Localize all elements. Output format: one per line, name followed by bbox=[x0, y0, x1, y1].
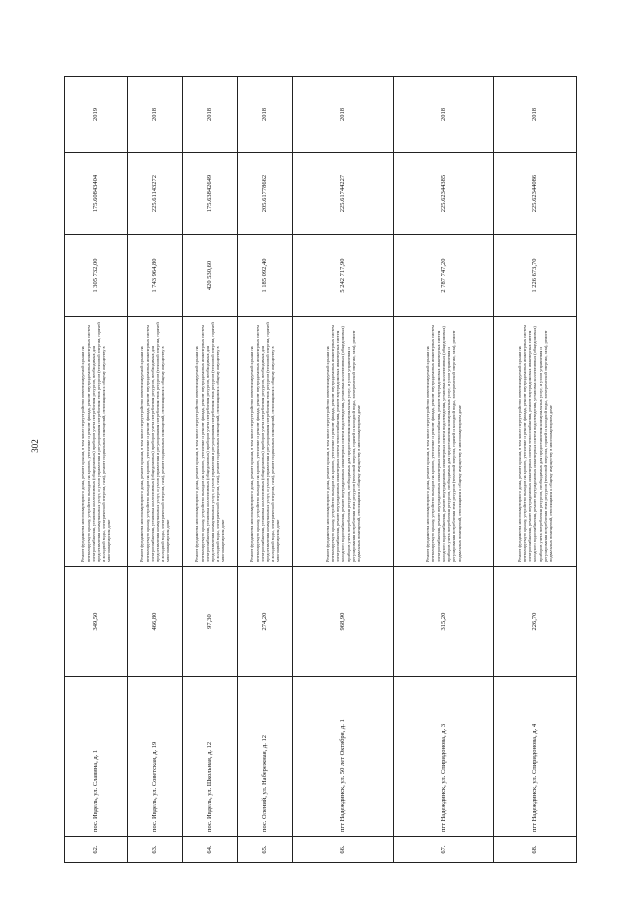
capital-repair-table bbox=[64, 76, 577, 863]
table-row bbox=[65, 77, 128, 863]
cost-cell: 1 743 964,80 bbox=[128, 235, 183, 317]
year-cell: 2018 bbox=[128, 77, 183, 153]
table-body bbox=[65, 77, 577, 863]
table-row bbox=[238, 77, 293, 863]
code-cell: 175.63842649 bbox=[183, 153, 238, 235]
area-cell: 226,70 bbox=[494, 567, 577, 677]
works-cell: Ремонт фундамента многоквартирного дома, ремонт крыши, в том числе переустройство невентилируемой крыши на вентилируемую крышу, устройство выходов на кровлю, утепление и ремонт фасада, ремонт внутридомовых инженерных систем электроснабжения, установка коллективных (общедомовых) приборов учета потребления ресурсов, необходимых для предоставления коммунальных услуг, и узлов управления и регулирования потребления этих ресурсов (тепловой энергии, горячей и холодной воды, электрической энергии, газа), ремонт подвальных помещений, относящихся к общему имуществу в многоквартирном доме bbox=[65, 317, 128, 567]
area-cell: 349,50 bbox=[65, 567, 128, 677]
row-number: 67. bbox=[394, 837, 494, 863]
code-cell: 225.62344385 bbox=[394, 153, 494, 235]
row-number: 63. bbox=[128, 837, 183, 863]
year-cell: 2019 bbox=[65, 77, 128, 153]
address-cell: пос. Ивдель, ул. Советская, д. 19 bbox=[128, 677, 183, 837]
row-number: 64. bbox=[183, 837, 238, 863]
year-cell: 2018 bbox=[494, 77, 577, 153]
works-cell: Ремонт фундамента многоквартирного дома, ремонт крыши, в том числе переустройство невентилируемой крыши на вентилируемую крышу, устройство выходов на кровлю, утепление и ремонт фасада, ремонт внутридомовых инженерных систем электроснабжения, установка коллективных (общедомовых) приборов учета потребления ресурсов, необходимых для предоставления коммунальных услуг, и узлов управления и регулирования потребления этих ресурсов (тепловой энергии, горячей и холодной воды, электрической энергии, газа), ремонт подвальных помещений, относящихся к общему имуществу в многоквартирном доме bbox=[238, 317, 293, 567]
code-cell: 175.60843404 bbox=[65, 153, 128, 235]
area-cell: 274,20 bbox=[238, 567, 293, 677]
address-cell: пос. Ивдель, ул. Школьная, д. 12 bbox=[183, 677, 238, 837]
year-cell: 2018 bbox=[293, 77, 394, 153]
area-cell: 97,30 bbox=[183, 567, 238, 677]
works-cell: Ремонт фундамента многоквартирного дома, ремонт крыши, в том числе переустройство невентилируемой крыши на вентилируемую крышу, устройство выходов на кровлю, утепление и ремонт фасада, ремонт внутридомовых инженерных систем электроснабжения, ремонт внутридомовых инженерных систем теплоснабжения, ремонт внутридомовых инженерных систем холодного водоснабжения, ремонт внутридомовых инженерных систем водоотведения, установка коллективных (общедомовых) приборов учета потребления ресурсов, необходимых для предоставления коммунальных услуг, и узлов управления и регулирования потребления этих ресурсов (тепловой энергии, горячей и холодной воды, электрической энергии, газа), ремонт подвальных помещений, относящихся к общему имуществу в многоквартирном доме bbox=[293, 317, 394, 567]
cost-cell: 420 530,60 bbox=[183, 235, 238, 317]
row-number: 65. bbox=[238, 837, 293, 863]
table-row bbox=[394, 77, 494, 863]
row-number: 66. bbox=[293, 837, 394, 863]
page-number: 302 bbox=[29, 439, 40, 453]
works-cell: Ремонт фундамента многоквартирного дома, ремонт крыши, в том числе переустройство невентилируемой крыши на вентилируемую крышу, устройство выходов на кровлю, утепление и ремонт фасада, ремонт внутридомовых инженерных систем электроснабжения, ремонт внутридомовых инженерных систем теплоснабжения, ремонт внутридомовых инженерных систем холодного водоснабжения, ремонт внутридомовых инженерных систем водоотведения, установка коллективных (общедомовых) приборов учета потребления ресурсов, необходимых для предоставления коммунальных услуг, и узлов управления и регулирования потребления этих ресурсов (тепловой энергии, горячей и холодной воды, электрической энергии, газа), ремонт подвальных помещений, относящихся к общему имуществу в многоквартирном доме bbox=[394, 317, 494, 567]
table-row bbox=[293, 77, 394, 863]
address-cell: пгт Надеждинск, ул. 50 лет Октября, д. 1 bbox=[293, 677, 394, 837]
cost-cell: 1 185 092,40 bbox=[238, 235, 293, 317]
row-number: 62. bbox=[65, 837, 128, 863]
address-cell: пгт Надеждинск, ул. Спиридонова, д. 3 bbox=[394, 677, 494, 837]
cost-cell: 5 242 717,90 bbox=[293, 235, 394, 317]
table-row bbox=[494, 77, 577, 863]
rotated-table-wrapper bbox=[64, 77, 576, 863]
code-cell: 225.61143272 bbox=[128, 153, 183, 235]
area-cell: 968,90 bbox=[293, 567, 394, 677]
address-cell: пос. Олений, ул. Набережная, д. 12 bbox=[238, 677, 293, 837]
row-number: 68. bbox=[494, 837, 577, 863]
table-row bbox=[128, 77, 183, 863]
address-cell: пос. Ивдель, ул. Славина, д. 1 bbox=[65, 677, 128, 837]
cost-cell: 1 305 732,00 bbox=[65, 235, 128, 317]
year-cell: 2018 bbox=[238, 77, 293, 153]
table-row bbox=[183, 77, 238, 863]
works-cell: Ремонт фундамента многоквартирного дома, ремонт крыши, в том числе переустройство невентилируемой крыши на вентилируемую крышу, устройство выходов на кровлю, утепление и ремонт фасада, ремонт внутридомовых инженерных систем электроснабжения, установка коллективных (общедомовых) приборов учета потребления ресурсов, необходимых для предоставления коммунальных услуг, и узлов управления и регулирования потребления этих ресурсов (тепловой энергии, горячей и холодной воды, электрической энергии, газа), ремонт подвальных помещений, относящихся к общему имуществу в многоквартирном доме bbox=[128, 317, 183, 567]
works-cell: Ремонт фундамента многоквартирного дома, ремонт крыши, в том числе переустройство невентилируемой крыши на вентилируемую крышу, устройство выходов на кровлю, утепление и ремонт фасада, ремонт внутридомовых инженерных систем электроснабжения, установка коллективных (общедомовых) приборов учета потребления ресурсов, необходимых для предоставления коммунальных услуг, и узлов управления и регулирования потребления этих ресурсов (тепловой энергии, горячей и холодной воды, электрической энергии, газа), ремонт подвальных помещений, относящихся к общему имуществу в многоквартирном доме bbox=[183, 317, 238, 567]
area-cell: 315,20 bbox=[394, 567, 494, 677]
year-cell: 2018 bbox=[183, 77, 238, 153]
address-cell: пгт Надеждинск, ул. Спиридонова, д. 4 bbox=[494, 677, 577, 837]
code-cell: 225.62344086 bbox=[494, 153, 577, 235]
code-cell: 225.61744227 bbox=[293, 153, 394, 235]
area-cell: 466,80 bbox=[128, 567, 183, 677]
cost-cell: 2 787 747,20 bbox=[394, 235, 494, 317]
cost-cell: 1 226 673,70 bbox=[494, 235, 577, 317]
code-cell: 205.61778662 bbox=[238, 153, 293, 235]
year-cell: 2018 bbox=[394, 77, 494, 153]
works-cell: Ремонт фундамента многоквартирного дома, ремонт крыши, в том числе переустройство невентилируемой крыши на вентилируемую крышу, устройство выходов на кровлю, утепление и ремонт фасада, ремонт внутридомовых инженерных систем электроснабжения, ремонт внутридомовых инженерных систем теплоснабжения, ремонт внутридомовых инженерных систем холодного водоснабжения, ремонт внутридомовых инженерных систем водоотведения, установка коллективных (общедомовых) приборов учета потребления ресурсов, необходимых для предоставления коммунальных услуг, и узлов управления и регулирования потребления этих ресурсов (тепловой энергии, горячей и холодной воды, электрической энергии, газа), ремонт подвальных помещений, относящихся к общему имуществу в многоквартирном доме bbox=[494, 317, 577, 567]
